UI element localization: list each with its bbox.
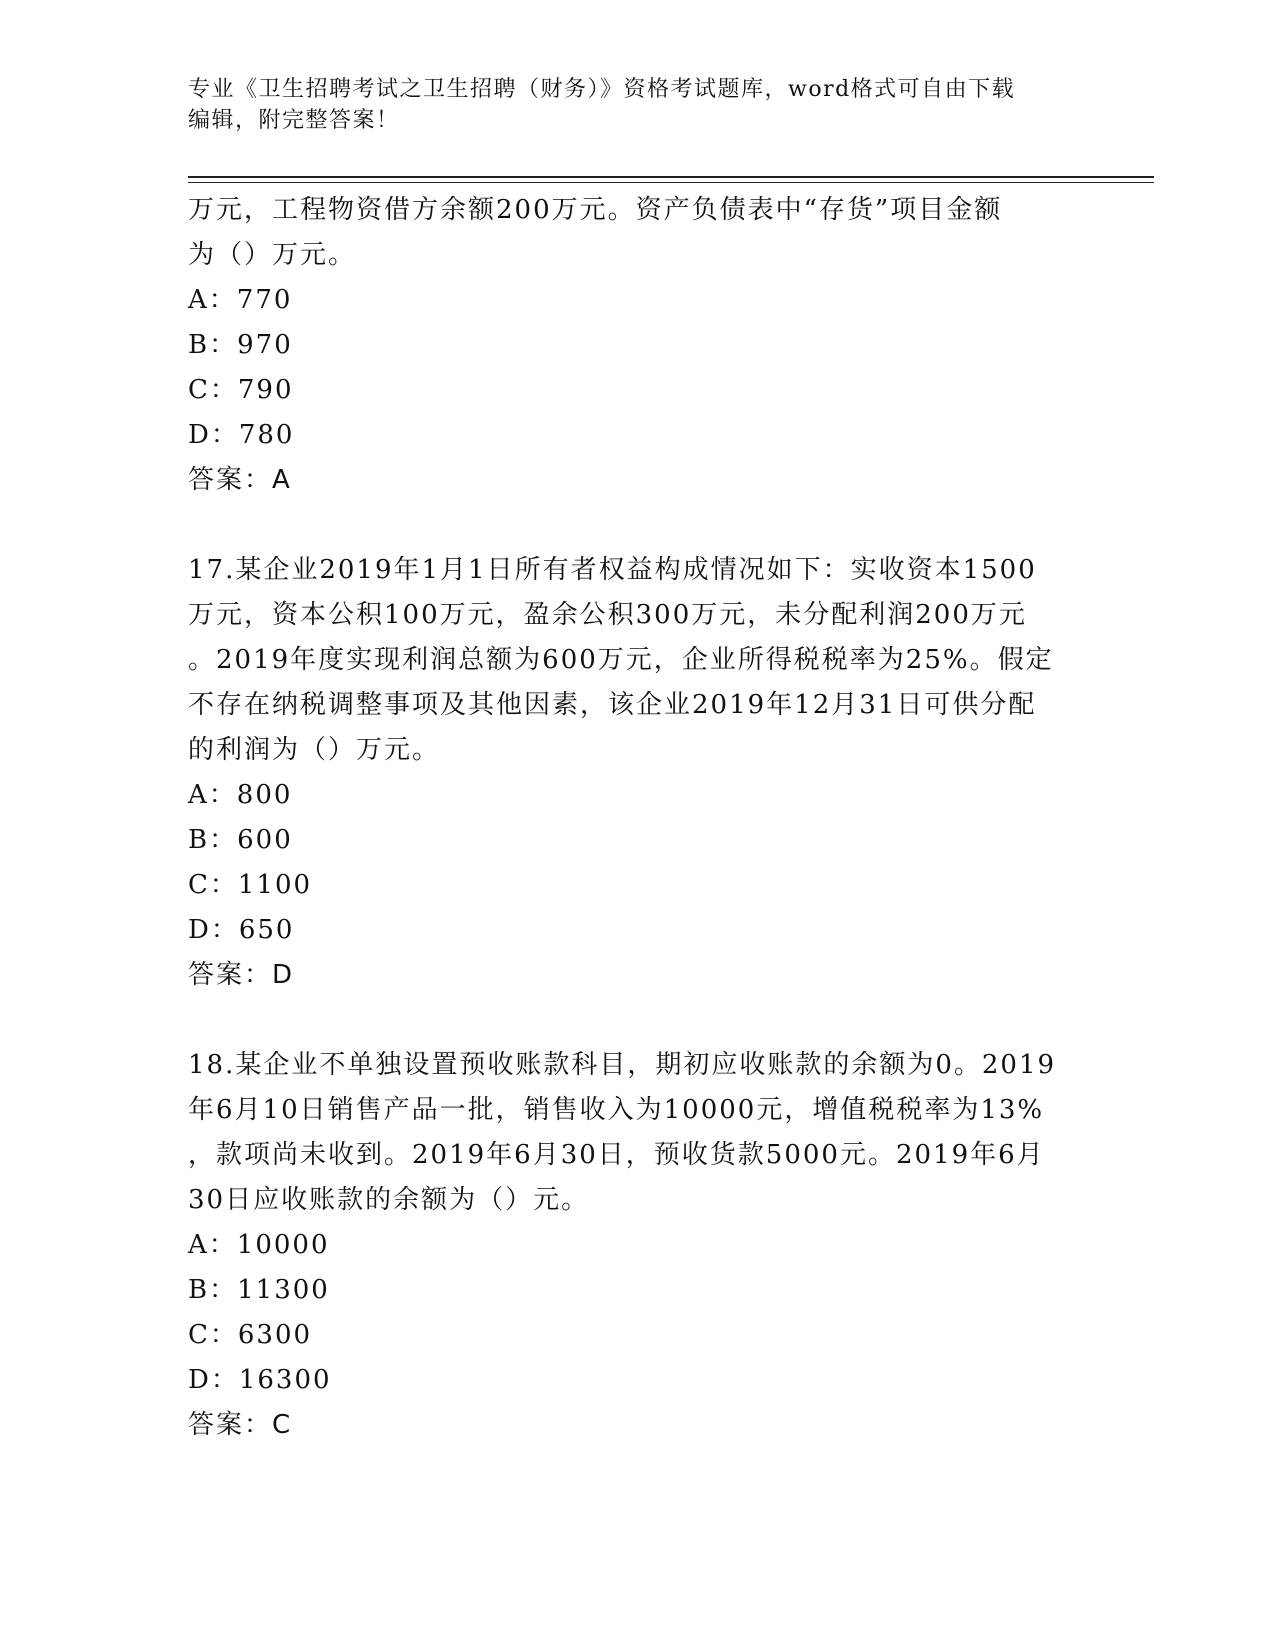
header-divider-thin xyxy=(188,182,1154,183)
answer-line: 答案：D xyxy=(188,960,295,990)
question-text-line: 年6月10日销售产品一批，销售收入为10000元，增值税税率为13% xyxy=(188,1095,1045,1125)
answer-line: 答案：A xyxy=(188,465,292,495)
question-text-line: 为（）万元。 xyxy=(188,240,357,270)
option-d: D：650 xyxy=(188,915,295,945)
header-title-line-2: 编辑，附完整答案！ xyxy=(188,108,400,133)
question-text-line: 18.某企业不单独设置预收账款科目，期初应收账款的余额为0。2019 xyxy=(188,1050,1057,1080)
option-c: C：1100 xyxy=(188,870,313,900)
question-spacer xyxy=(188,998,1088,1043)
option-d: D：16300 xyxy=(188,1365,332,1395)
header-divider-thick xyxy=(188,176,1154,178)
question-text-line: 30日应收账款的余额为（）元。 xyxy=(188,1185,590,1215)
option-d: D：780 xyxy=(188,420,295,450)
question-spacer xyxy=(188,503,1088,548)
question-16 xyxy=(188,188,1088,503)
option-b: B：600 xyxy=(188,825,293,855)
question-text-line: 万元，工程物资借方余额200万元。资产负债表中“存货”项目金额 xyxy=(188,195,1003,225)
question-text-line: 万元，资本公积100万元，盈余公积300万元，未分配利润200万元 xyxy=(188,600,1027,630)
answer-line: 答案：C xyxy=(188,1410,293,1440)
question-text-line: 的利润为（）万元。 xyxy=(188,735,441,765)
document-header xyxy=(188,74,1088,136)
option-a: A：770 xyxy=(188,285,293,315)
question-text-line: 。2019年度实现利润总额为600万元，企业所得税税率为25%。假定 xyxy=(188,645,1054,675)
question-text-line: 不存在纳税调整事项及其他因素，该企业2019年12月31日可供分配 xyxy=(188,690,1037,720)
question-18 xyxy=(188,1043,1088,1448)
option-a: A：10000 xyxy=(188,1230,330,1260)
question-text-line: ，款项尚未收到。2019年6月30日，预收货款5000元。2019年6月 xyxy=(188,1140,1045,1170)
option-b: B：970 xyxy=(188,330,293,360)
question-17 xyxy=(188,548,1088,998)
header-title-line-1: 专业《卫生招聘考试之卫生招聘（财务）》资格考试题库，word格式可自由下载 xyxy=(188,77,1016,102)
option-c: C：6300 xyxy=(188,1320,313,1350)
option-c: C：790 xyxy=(188,375,294,405)
option-b: B：11300 xyxy=(188,1275,330,1305)
question-list xyxy=(188,188,1088,1448)
question-text-line: 17.某企业2019年1月1日所有者权益构成情况如下：实收资本1500 xyxy=(188,555,1037,585)
option-a: A：800 xyxy=(188,780,293,810)
